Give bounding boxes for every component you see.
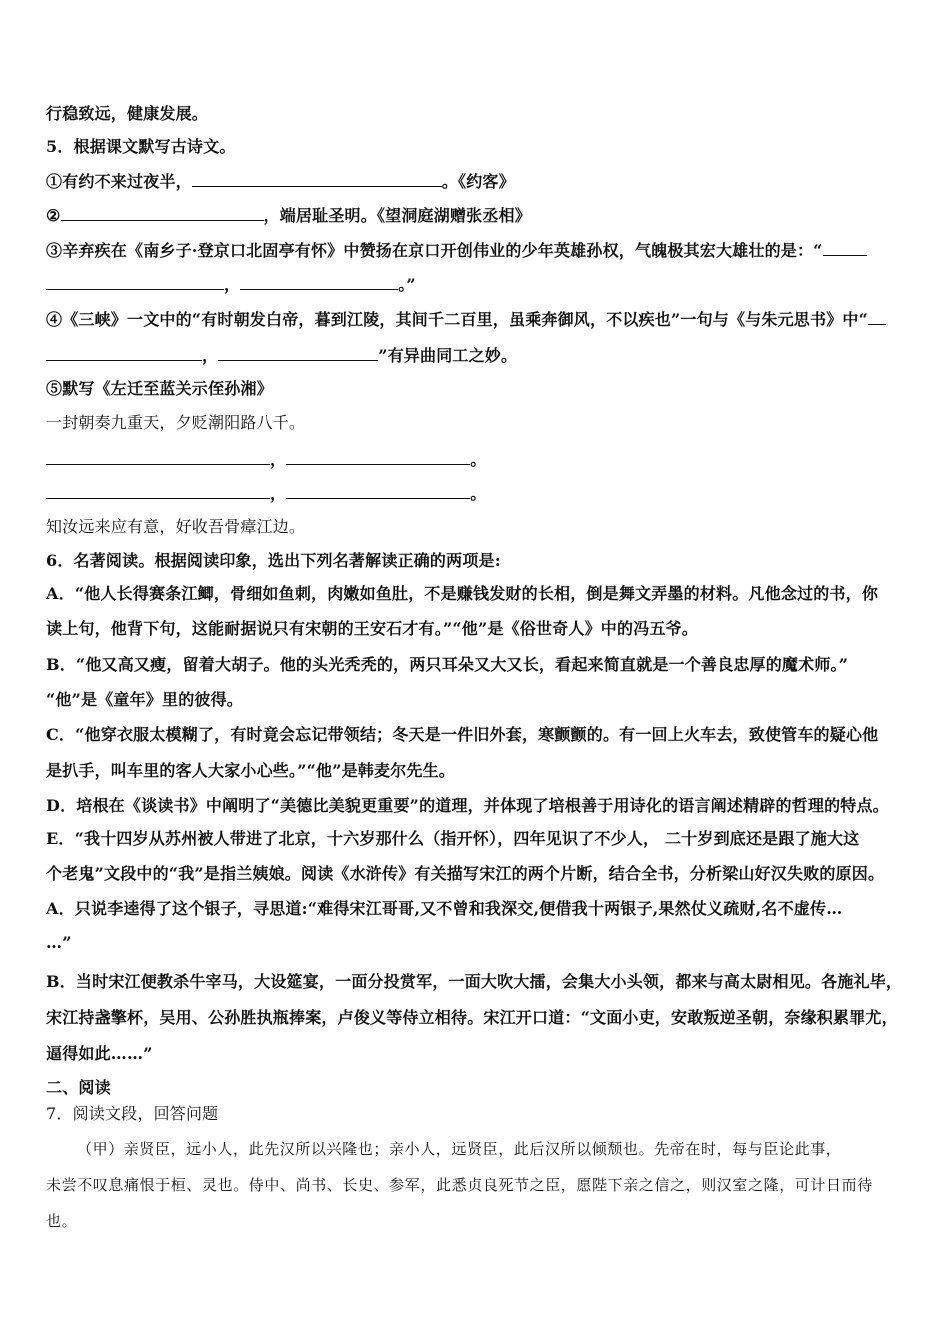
- text-line: …”: [46, 933, 72, 952]
- excerpt-a: A．只说李逵得了这个银子，寻思道:“难得宋江哥哥,又不曾和我深交,便借我十两银子,果然仗义疏财,名不虚传…: [46, 899, 843, 918]
- text-line: 读上句，他背下句，这能耐据说只有宋朝的王安石才有。”“他”是《俗世奇人》中的冯五爷。: [46, 619, 699, 638]
- answer-blank[interactable]: [240, 274, 398, 290]
- option-c: C．“他穿衣服太模糊了，有时竟会忘记带领结；冬天是一件旧外套，寒颤颤的。有一回上火车去，致使管车的疑心他: [46, 725, 879, 744]
- poem-blank-line-5: ， 。: [46, 449, 486, 470]
- classical-text-line: 也。: [46, 1212, 78, 1230]
- poem-blank-line-4: ， ”有异曲同工之妙。: [46, 345, 517, 366]
- poem-blank-line-6: ， 。: [46, 483, 486, 504]
- text-line: 个老鬼”文段中的“我”是指兰姨娘。阅读《水浒传》有关描写宋江的两个片断，结合全书，分析梁山好汉失败的原因。: [46, 864, 885, 883]
- option-e: E．“我十四岁从苏州被人带进了北京，十六岁那什么（指开怀），四年见识了不少人， 二十岁到底还是跟了施大这: [46, 829, 860, 848]
- answer-blank[interactable]: [61, 205, 264, 221]
- option-d: D．培根在《谈读书》中阐明了“美德比美貌更重要”的道理，并体现了培根善于用诗化的语言阐述精辟的哲理的特点。: [46, 796, 889, 815]
- answer-blank[interactable]: [218, 345, 378, 361]
- question-6-heading: 6．名著阅读。根据阅读印象，选出下列名著解读正确的两项是:: [46, 551, 501, 570]
- section-heading-reading: 二、阅读: [46, 1078, 111, 1097]
- question-5-heading: 5．根据课文默写古诗文。: [46, 137, 236, 156]
- answer-blank[interactable]: [46, 345, 202, 361]
- answer-blank[interactable]: [286, 449, 470, 465]
- answer-blank[interactable]: [46, 449, 270, 465]
- question-7-heading: 7．阅读文段，回答问题: [46, 1104, 219, 1123]
- classical-text-line: 未尝不叹息痛恨于桓、灵也。侍中、尚书、长史、参军，此悉贞良死节之臣，愿陛下亲之信之，则汉室之隆，可计日而待: [46, 1176, 873, 1194]
- answer-blank[interactable]: [823, 240, 867, 256]
- poem-prompt-5: ⑤默写《左迁至蓝关示侄孙湘》: [46, 379, 273, 398]
- poem-prompt-4: ④《三峡》一文中的“有时朝发白帝，暮到江陵，其间千二百里，虽乘奔御风，不以疾也”一句与《与朱元思书》中“: [46, 309, 886, 330]
- text-line: “他”是《童年》里的彼得。: [46, 690, 244, 709]
- answer-blank[interactable]: [46, 483, 270, 499]
- poem-line: 一封朝奏九重天，夕贬潮阳路八千。: [46, 413, 306, 432]
- poem-blank-line-3: ， 。”: [46, 274, 416, 295]
- answer-blank[interactable]: [868, 309, 886, 325]
- poem-blank-line-1: ①有约不来过夜半， 。《约客》: [46, 172, 515, 191]
- text-line: 行稳致远，健康发展。: [46, 104, 209, 123]
- poem-blank-line-2: ② ，端居耻圣明。《望洞庭湖赠张丞相》: [46, 206, 531, 225]
- poem-prompt-3: ③辛弃疾在《南乡子·登京口北固亭有怀》中赞扬在京口开创伟业的少年英雄孙权，气魄极其宏大雄壮的是：“: [46, 240, 867, 261]
- text-line: 是扒手，叫车里的客人大家小心些。”“他”是韩麦尔先生。: [46, 761, 456, 780]
- text-line: 逼得如此……”: [46, 1044, 153, 1063]
- poem-line: 知汝远来应有意，好收吾骨瘴江边。: [46, 517, 306, 536]
- answer-blank[interactable]: [46, 274, 224, 290]
- excerpt-b: B．当时宋江便教杀牛宰马，大设筵宴，一面分投赏军，一面大吹大擂，会集大小头领，都来与高太尉相见。各施礼毕，: [46, 972, 903, 991]
- answer-blank[interactable]: [192, 171, 442, 187]
- classical-text-line: （甲）亲贤臣，远小人，此先汉所以兴隆也；亲小人，远贤臣，此后汉所以倾颓也。先帝在时，每与臣论此事，: [77, 1140, 842, 1158]
- answer-blank[interactable]: [286, 483, 470, 499]
- option-b: B．“他又高又瘦，留着大胡子。他的头光秃秃的，两只耳朵又大又长，看起来简直就是一个善良忠厚的魔术师。”: [46, 655, 849, 674]
- option-a: A．“他人长得赛条江鲫，骨细如鱼刺，肉嫩如鱼肚，不是赚钱发财的长相，倒是舞文弄墨的材料。凡他念过的书，你: [46, 584, 879, 603]
- text-line: 宋江持盏擎杯，吴用、公孙胜执瓶捧案，卢俊义等侍立相待。宋江开口道：“文面小吏，安敢叛逆圣朝，奈缘积累罪尤，: [46, 1008, 898, 1027]
